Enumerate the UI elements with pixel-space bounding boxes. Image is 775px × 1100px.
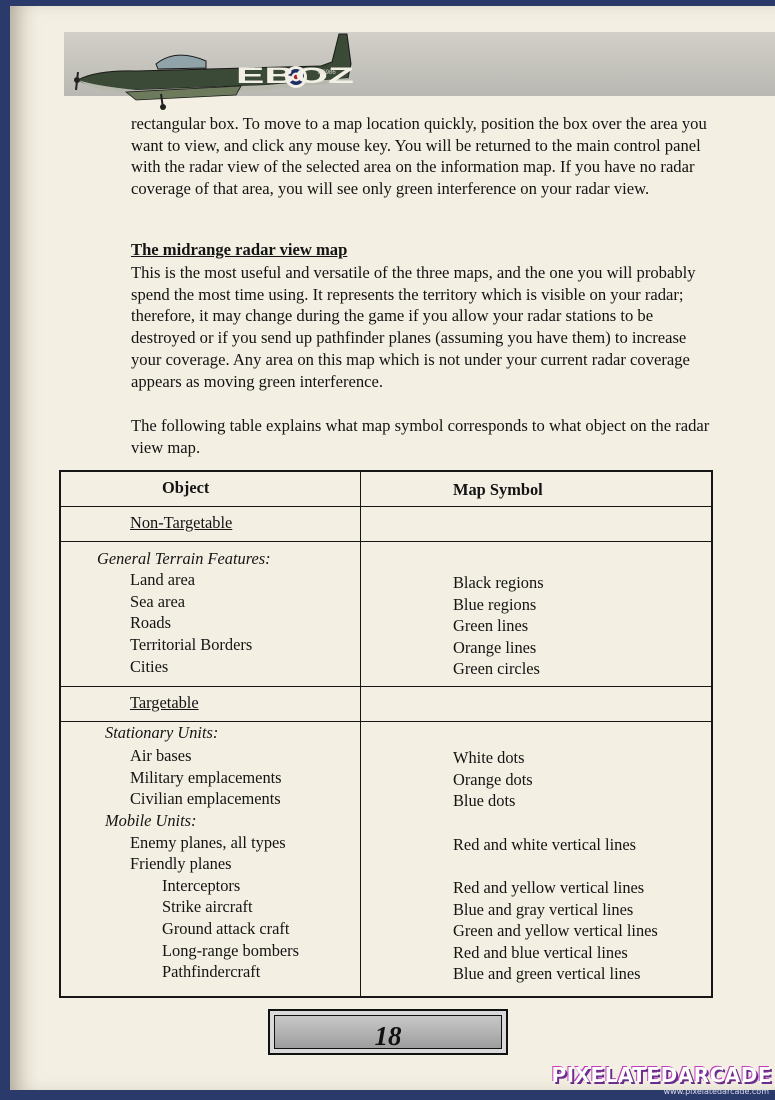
manual-page [10, 6, 775, 1090]
watermark-url: www.pixelatedarcade.com [663, 1087, 769, 1096]
object-cell: Military emplacements [130, 768, 282, 787]
symbol-cell: White dots [453, 748, 525, 767]
object-cell: Ground attack craft [162, 919, 290, 938]
aircraft-code: EBOZ [236, 63, 354, 88]
row-divider [61, 686, 711, 687]
object-cell: Roads [130, 613, 171, 632]
column-header-object: Object [162, 478, 210, 497]
object-cell: Sea area [130, 592, 186, 611]
object-cell: Interceptors [162, 876, 241, 895]
section-heading: The midrange radar view map [131, 240, 348, 259]
symbol-cell: Blue and green vertical lines [453, 964, 641, 983]
object-cell: Land area [130, 570, 196, 589]
symbol-cell: Green lines [453, 616, 529, 635]
aircraft-serial: R6986 [318, 70, 336, 76]
page-number-plate [274, 1015, 502, 1049]
row-divider [61, 721, 711, 722]
symbol-cell: Green and yellow vertical lines [453, 921, 658, 940]
group-mobile-units: Mobile Units: [105, 811, 197, 830]
object-cell: Strike aircraft [162, 897, 253, 916]
symbol-cell: Green circles [453, 659, 540, 678]
object-cell: Enemy planes, all types [130, 833, 286, 852]
category-targetable: Targetable [130, 693, 199, 712]
page-number: 18 [374, 1021, 402, 1051]
midrange-map-paragraph: This is the most useful and versatile of the three maps, and the one you will probably spend the most time using. It represents the territory which is visible on your radar; therefore, it may change during the game if you allow your radar stations to be destroyed or if you send up pathfinder planes (assuming you have them) to increase your coverage. Any area on this map which is not under your current radar coverage appears as moving green interference. [131, 263, 696, 391]
symbol-cell: Orange dots [453, 770, 533, 789]
category-non-targetable: Non-Targetable [130, 513, 233, 532]
column-divider [360, 472, 361, 996]
object-cell: Friendly planes [130, 854, 232, 873]
symbol-cell: Black regions [453, 573, 544, 592]
symbol-cell: Red and white vertical lines [453, 835, 636, 854]
symbol-cell: Blue and gray vertical lines [453, 900, 634, 919]
page-number-box [268, 1009, 508, 1055]
group-stationary-units: Stationary Units: [105, 723, 219, 742]
symbol-cell: Blue regions [453, 595, 537, 614]
symbol-cell: Red and blue vertical lines [453, 943, 628, 962]
spitfire-illustration [66, 28, 356, 110]
object-cell: Cities [130, 657, 169, 676]
object-cell: Long-range bombers [162, 941, 299, 960]
column-header-map-symbol: Map Symbol [453, 480, 543, 499]
watermark-brand: PIXELATEDARCADE [551, 1063, 772, 1087]
symbol-cell: Red and yellow vertical lines [453, 878, 645, 897]
group-general-terrain: General Terrain Features: [97, 549, 271, 568]
table-intro-paragraph: The following table explains what map symbol corresponds to what object on the radar view map. [131, 416, 710, 457]
symbol-cell: Orange lines [453, 638, 537, 657]
intro-paragraph: rectangular box. To move to a map location quickly, position the box over the area you want to view, and click any mouse key. You will be returned to the main control panel with the radar view of the selected area on the information map. If you have no radar coverage of that area, you will see only green interference on your radar view. [131, 114, 707, 199]
object-cell: Territorial Borders [130, 635, 253, 654]
row-divider [61, 506, 711, 507]
object-cell: Civilian emplacements [130, 789, 281, 808]
map-symbol-table [59, 470, 713, 998]
object-cell: Pathfindercraft [162, 962, 261, 981]
symbol-cell: Blue dots [453, 791, 516, 810]
object-cell: Air bases [130, 746, 192, 765]
row-divider [61, 541, 711, 542]
